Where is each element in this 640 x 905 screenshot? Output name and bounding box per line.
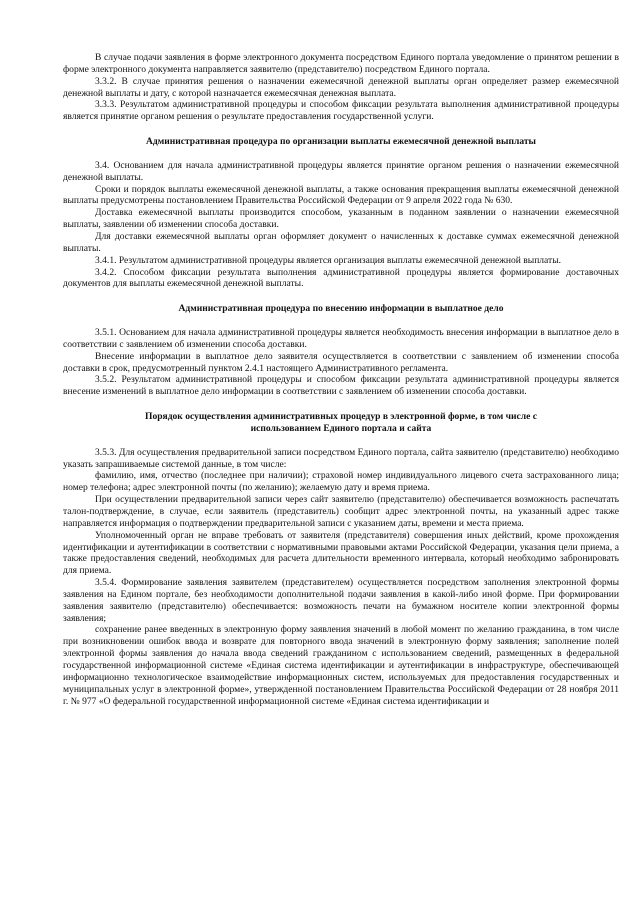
paragraph: 3.4.1. Результатом административной процедуры является организация выплаты ежемесячной денежной выплаты. [95, 254, 562, 266]
paragraph: 3.5.4. Формирование заявления заявителем (представителем) осуществляется посредством заполнения электронной формы заявления на Едином портале, без необходимости дополнительной подачи заявления в какой-либо иной форме. При формировании заявления заявителю (представителю) обеспечивается: возможность печати на бумажном носителе копии электронной формы заявления; [63, 577, 619, 624]
paragraph: При осуществлении предварительной записи через сайт заявителю (представителю) обеспечивается возможность распечатать талон-подтверждение, в случае, если заявитель (представитель) сообщит адрес электронной почты, на указанный адрес также направляется информация о подтверждении предварительной записи с указанием даты, времени и места приема. [63, 494, 619, 529]
paragraph: фамилию, имя, отчество (последнее при наличии); страховой номер индивидуального лицевого счета застрахованного лица; номер телефона; адрес электронной почты (по желанию); желаемую дату и время приема. [63, 470, 619, 494]
paragraph: Уполномоченный орган не вправе требовать от заявителя (представителя) совершения иных действий, кроме прохождения идентификации и аутентификации в соответствии с нормативными правовыми актами Российской Федерации, указания цели приема, а также предоставления сведений, необходимых для расчета длительности временного интервала, который необходимо забронировать для приема. [63, 529, 619, 577]
paragraph: Доставка ежемесячной выплаты производится способом, указанным в поданном заявлении о назначении ежемесячной выплаты, заявлении об изменении способа доставки. [63, 207, 619, 231]
paragraph: Внесение информации в выплатное дело заявителя осуществляется в соответствии с заявлением об изменении способа доставки в срок, предусмотренный пунктом 2.4.1 настоящего Административного регламента. [63, 350, 619, 374]
section-heading: Административная процедура по организации выплаты ежемесячной денежной выплаты [145, 136, 537, 148]
paragraph: 3.3.3. Результатом административной процедуры и способом фиксации результата выполнения административной процедуры является принятие органом решения о результате предоставления государственной услуги. [63, 99, 619, 123]
paragraph: 3.5.3. Для осуществления предварительной записи посредством Единого портала, сайта заявителю (представителю) необходимо указать запрашиваемые системой данные, в том числе: [63, 446, 619, 470]
paragraph: В случае подачи заявления в форме электронного документа посредством Единого портала уведомление о принятом решении в форме электронного документа направляется заявителю (представителю) посредством Единого портала. [63, 52, 619, 75]
paragraph: 3.4. Основанием для начала административной процедуры является принятие органом решения о назначении ежемесячной денежной выплаты. [63, 159, 619, 183]
section-heading: Административная процедура по внесению информации в выплатное дело [178, 303, 504, 315]
section-heading: Порядок осуществления административных процедур в электронной форме, в том числе с использованием Единого портала и сайта [145, 411, 537, 434]
paragraph: 3.5.1. Основанием для начала административной процедуры является необходимость внесения информации в выплатное дело в соответствии с заявлением об изменении способа доставки. [63, 327, 619, 350]
document-body [63, 52, 619, 707]
paragraph: 3.4.2. Способом фиксации результата выполнения административной процедуры является формирование доставочных документов для выплаты ежемесячной денежной выплаты. [63, 266, 619, 290]
paragraph: 3.5.2. Результатом административной процедуры и способом фиксации результата административной процедуры является внесение изменений в выплатное дело информации в соответствии с заявлением об изменении способа доставки. [63, 374, 619, 398]
paragraph: Для доставки ежемесячной выплаты орган оформляет документ о начисленных к доставке суммах ежемесячной денежной выплаты. [63, 230, 619, 254]
paragraph: сохранение ранее введенных в электронную форму заявления значений в любой момент по желанию гражданина, в том числе при возникновении ошибок ввода и возврате для повторного ввода значений в электронную форму заявления; заполнение полей электронной формы заявления до начала ввода сведений гражданином с использованием сведений, размещенных в федеральной государственной информационной системе «Единая система идентификации и аутентификации в инфраструктуре, обеспечивающей информационно технологическое взаимодействие информационных систем, используемых для предоставления государственных и муниципальных услуг в электронной форме», утвержденной постановлением Правительства Российской Федерации от 28 ноября 2011 г. № 977 «О федеральной государственной информационной системе «Единая система идентификации и [63, 624, 619, 707]
paragraph: Сроки и порядок выплаты ежемесячной денежной выплаты, а также основания прекращения выплаты ежемесячной денежной выплаты предусмотрены постановлением Правительства Российской Федерации от 9 апреля 2022 года № 630. [63, 183, 619, 207]
paragraph: 3.3.2. В случае принятия решения о назначении ежемесячной денежной выплаты орган определяет размер ежемесячной денежной выплаты и дату, с которой назначается ежемесячная денежная выплата. [63, 75, 619, 99]
